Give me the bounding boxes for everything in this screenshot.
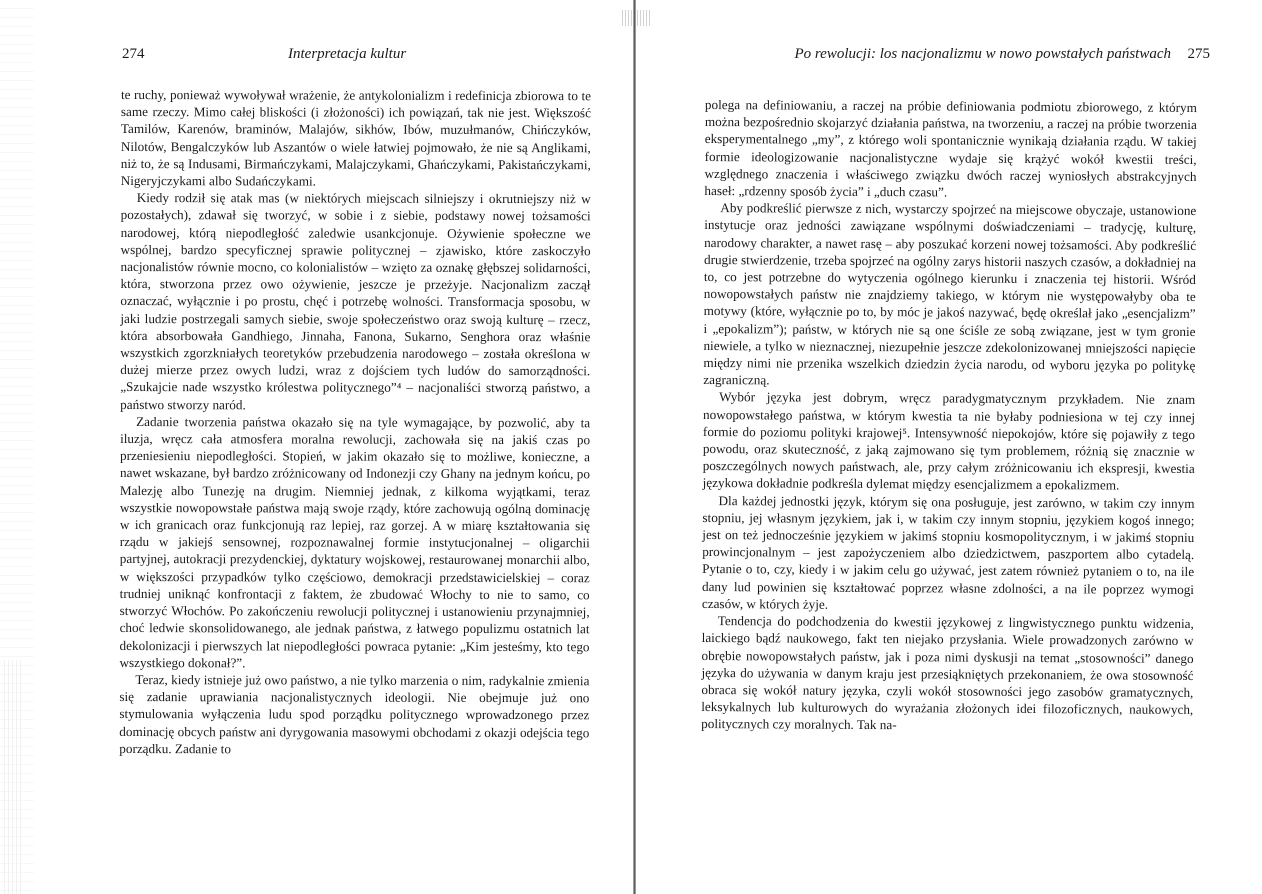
left-text-column — [119, 86, 591, 758]
right-page-number: 275 — [1187, 46, 1210, 62]
right-running-head: Po rewolucji: los nacjonalizmu w nowo powstałych państwach — [794, 46, 1171, 62]
left-page-number: 274 — [122, 46, 145, 62]
book-gutter — [633, 0, 636, 894]
right-text-column — [701, 96, 1197, 736]
paragraph: Tendencja do podchodzenia do kwestii językowej z lingwistycznego punktu widzenia, laickiego bądź naukowego, fakt ten niejako przysłania. Wiele prowadzonych zarówno w obrębie nowopowstałych państw, jak i poza nimi dyskusji na temat „stosowności” danego języka do używania w danym kraju jest przesiąkniętych przekonaniem, że owa stosowność obraca się wokół natury języka, czyli wokół stosowności jego zasobów gramatycznych, leksykalnych lub kulturowych do wyrażania złożonych idei filozoficznych, naukowych, politycznych czy moralnych. Tak na- — [701, 613, 1194, 733]
left-running-head: Interpretacja kultur — [288, 46, 407, 62]
paragraph: Aby podkreślić pierwsze z nich, wystarczy spojrzeć na miejscowe obyczaje, ustanowione instytucje oraz jedności zawiązane wspólnymi doświadczeniami – tradycję, kulturę, narodowy charakter, a nawet rasę – aby poszukać korzeni nowej tożsamości. Aby podkreślić drugie stwierdzenie, trzeba spojrzeć na ogólny zarys historii naszych czasów, a dokładniej na to, co jest potrzebne do wytyczenia ogólnego kierunku i znaczenia tej historii. Wśród nowopowstałych państw nie znajdziemy takiego, w którym nie występowałyby oba te motywy (które, wyłącznie po to, by móc je jakoś nazywać, będę określał jako „esencjalizm” i „epokalizm”); państw, w których nie są one ściśle ze sobą związane, jest w tym gronie niewiele, a tylko w nieznacznej, niezupełnie jeszcze zdekolonizowanej mniejszości napięcie między nimi nie przenika wszelkich dziedzin życia narodu, od wyboru języka po politykę zagraniczną. — [703, 200, 1197, 388]
paragraph: Wybór języka jest dobrym, wręcz paradygmatycznym przykładem. Nie znam nowopowstałego państwa, w którym kwestia ta nie byłaby podniesiona w tej czy innej formie do poziomu polityki krajowej⁵. Intensywność niepokojów, które się pojawiły z tego powodu, oraz skuteczność, z jaką zajmowano się tym problemem, różnią się znacznie w poszczególnych nowych państwach, ale, przy całym zróżnicowaniu ich ekspresji, kwestia językowa dokładnie podkreśla dylemat między esencjalizmem a epokalizmem. — [702, 389, 1196, 494]
paragraph: Dla każdej jednostki język, którym się ona posługuje, jest zarówno, w takim czy innym stopniu, jej własnym językiem, jak i, w takim czy innym stopniu, językiem kogoś innego; jest on też jednocześnie językiem w jakimś stopniu kosmopolitycznym, i w jakimś stopniu prowincjonalnym – jest zapożyczeniem albo dziedzictwem, paszportem albo cytadelą. Pytanie o to, czy, kiedy i w jakim celu go używać, jest zatem również pytaniem o to, na ile dany lud powinien się kształtować poprzez własne zdolności, a na ile poprzez wymogi czasów, w których żyje. — [701, 492, 1195, 612]
paragraph: polega na definiowaniu, a raczej na próbie definiowania podmiotu zbiorowego, z którym można bezpośrednio skojarzyć działania państwa, na tworzeniu, a raczej na próbie tworzenia eksperymentalnego „my”, z którego woli spontanicznie wynikają działania rządu. W takiej formie ideologizowanie nacjonalistyczne wydaje się krążyć wokół kwestii treści, względnego znaczenia i właściwego związku dwóch raczej wyniosłych abstrakcyjnych haseł: „rdzenny sposób życia” i „duch czasu”. — [704, 96, 1197, 200]
paragraph: Teraz, kiedy istnieje już owo państwo, a nie tylko marzenia o nim, radykalnie zmienia się zadanie uprawiania nacjonalistycznych ideologii. Nie obejmuje już ono stymulowania wyłączenia ludu spod porządku politycznego wprowadzonego przez dominację obcych państw ani dyrygowania masowymi obchodami z okazji odejścia tego porządku. Zadanie to — [119, 671, 590, 757]
paragraph: Kiedy rodził się atak mas (w niektórych miejscach silniejszy i okrutniejszy niż w pozostałych), zdawał się tworzyć, w sobie i z siebie, podstawy nowej tożsamości narodowej, którą niepodległość zaledwie usankcjonuje. Ożywienie społeczne we wspólnej, bardzo specyficznej sprawie politycznej – zjawisko, które zaskoczyło nacjonalistów równie mocno, co kolonialistów – wzięto za oznakę głębszej solidarności, która, stworzona przez owo ożywienie, jeszcze je przeżyje. Nacjonalizm zaczął oznaczać, wyłącznie i po prostu, chęć i potrzebę wolności. Transformacja sposobu, w jaki ludzie postrzegali samych siebie, swoje społeczeństwo oraz swoją kulturę – rzecz, która absorbowała Gandhiego, Jinnaha, Fanona, Sukarno, Senghora oraz właśnie wszystkich zgorzkniałych teoretyków przebudzenia narodowego – została określona w dużej mierze przez owych ludzi, wraz z dojściem tych ludów do samorządności. „Szukajcie nade wszystko królestwa politycznego”⁴ – nacjonaliści stworzą państwo, a państwo stworzy naród. — [120, 190, 591, 412]
left-page — [0, 0, 630, 894]
paragraph: Zadanie tworzenia państwa okazało się na tyle wymagające, by pozwolić, aby ta iluzja, wręcz cała atmosfera moralna rewolucji, zachowała się na jakiś czas po przeniesieniu niepodległości. Stopień, w jakim okazało się to możliwe, konieczne, a nawet wskazane, był bardzo zróżnicowany od Indonezji czy Ghany na jednym końcu, po Malezję albo Tunezję na drugim. Niemniej jednak, z kilkoma wyjątkami, teraz wszystkie nowopowstałe państwa mają swoje rządy, które zachowują ogólną dominację w ich granicach oraz funkcjonują raz lepiej, raz gorzej. A w miarę kształtowania się rządu w jakiejś sensownej, rozpoznawalnej formie instytucjonalnej – oligarchii partyjnej, autokracji prezydenckiej, dyktatury wojskowej, restaurowanej monarchii albo, w większości przypadków tylko częściowo, demokracji przedstawicielskiej – coraz trudniej uniknąć konfrontacji z faktem, że zbudować Włochy to nie to samo, co stworzyć Włochów. Po zakończeniu rewolucji politycznej i ustanowieniu przynajmniej, choć ledwie skonsolidowanego, ale jednak państwa, z łatwego populizmu ostatnich lat dekolonizacji i pierwszych lat niepodległości powraca pytanie: „Kim jesteśmy, kto tego wszystkiego dokonał?”. — [119, 413, 591, 671]
paragraph: te ruchy, ponieważ wywoływał wrażenie, że antykolonializm i redefinicja zbiorowa to te same rzeczy. Mimo całej bliskości (i złożoności) ich powiązań, tak nie jest. Większość Tamilów, Karenów, braminów, Malajów, sikhów, Ibów, muzułmanów, Chińczyków, Nilotów, Bengalczyków lub Aszantów o wiele łatwiej pojmowało, że nie są Anglikami, niż to, że są Indusami, Birmańczykami, Malajczykami, Ghańczykami, Pakistańczykami, Nigeryjczykami albo Sudańczykami. — [120, 87, 591, 189]
right-page — [640, 0, 1262, 894]
